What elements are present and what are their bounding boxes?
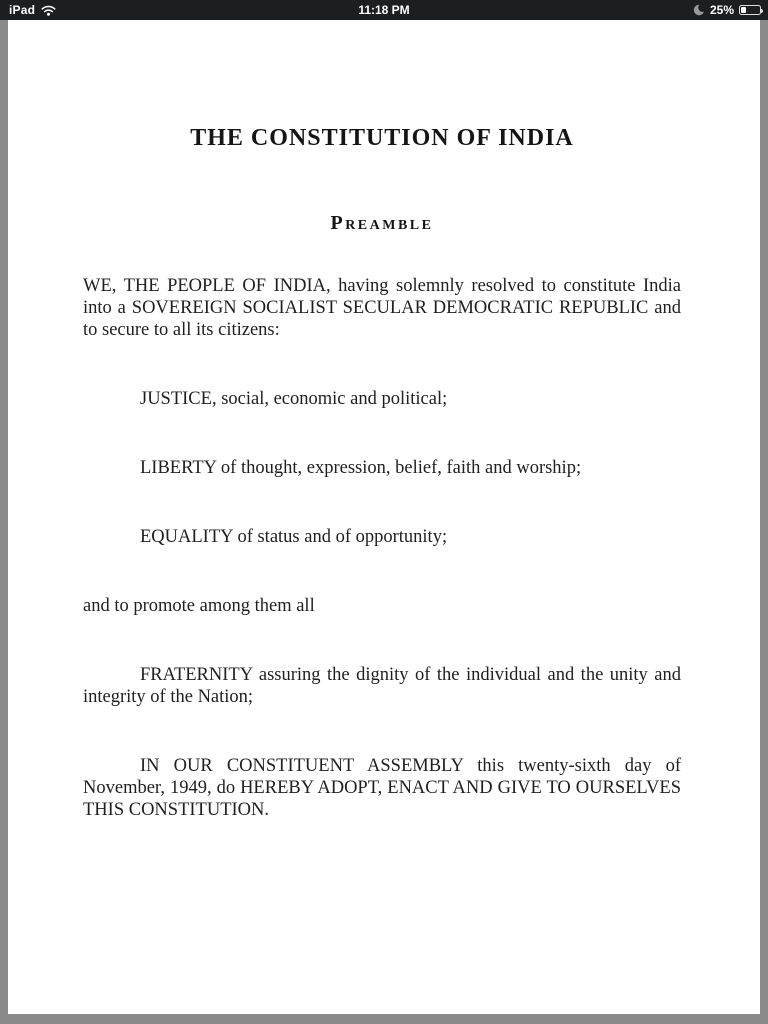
preamble-heading: Preamble (330, 212, 434, 234)
battery-fill (741, 7, 746, 13)
document-content (8, 123, 760, 821)
opening-paragraph: WE, THE PEOPLE OF INDIA, having solemnly resolved to constitute India into a SOVEREIGN SOCIALIST SECULAR DEMOCRATIC REPUBLIC and to secure to all its citizens: (83, 276, 681, 340)
status-bar-clock: 11:18 PM (358, 3, 410, 17)
battery-nub (761, 9, 763, 13)
liberty-item: LIBERTY of thought, expression, belief, faith and worship; (140, 458, 582, 478)
enactment-paragraph: IN OUR CONSTITUENT ASSEMBLY this twenty-sixth day of November, 1949, do HEREBY ADOPT, ENACT AND GIVE TO OURSELVES THIS CONSTITUTION. (83, 756, 681, 820)
status-bar (0, 0, 768, 20)
do-not-disturb-moon-icon (693, 4, 705, 16)
device-label: iPad (9, 3, 36, 17)
status-bar-left (0, 3, 56, 17)
fraternity-paragraph: FRATERNITY assuring the dignity of the individual and the unity and integrity of the Nation; (83, 665, 681, 707)
wifi-icon (41, 5, 56, 16)
document-title: THE CONSTITUTION OF INDIA (190, 125, 574, 151)
justice-item: JUSTICE, social, economic and political; (140, 389, 448, 409)
equality-item: EQUALITY of status and of opportunity; (140, 527, 448, 547)
battery-percent: 25% (709, 3, 734, 17)
connector-line: and to promote among them all (83, 596, 315, 616)
battery-icon (739, 5, 761, 15)
status-bar-right (693, 3, 768, 17)
document-page[interactable] (8, 20, 760, 1014)
